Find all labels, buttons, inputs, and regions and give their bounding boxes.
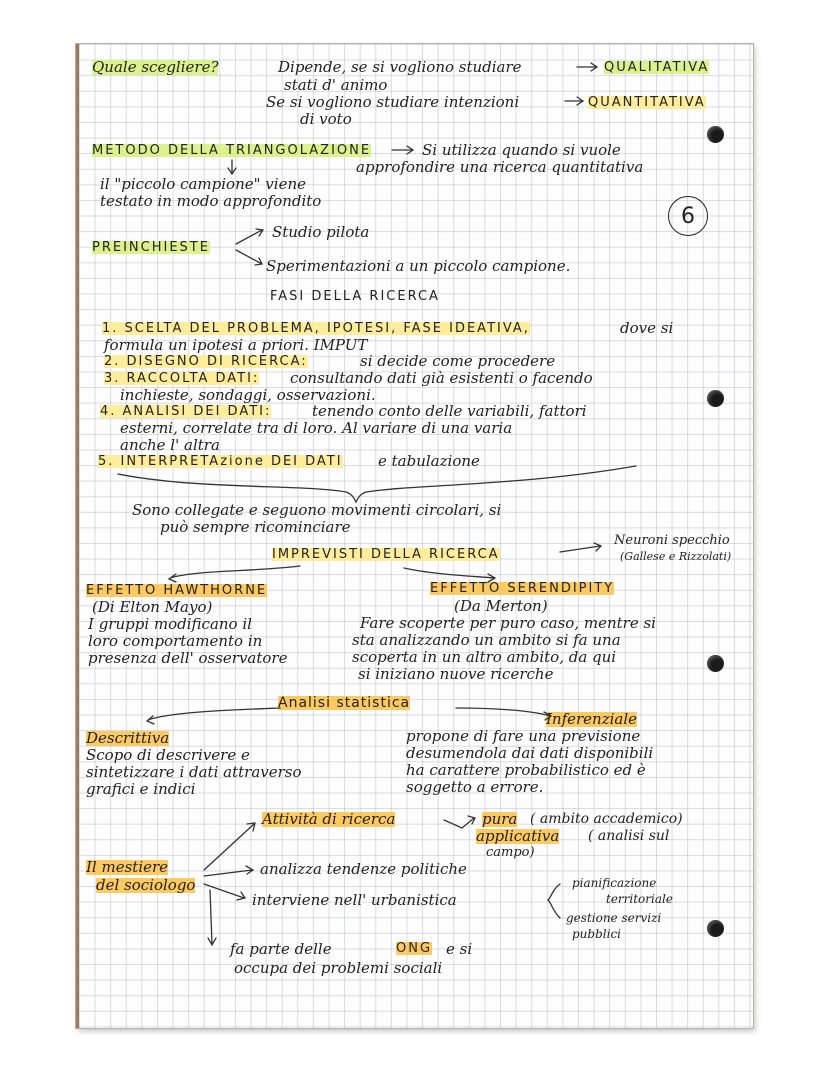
hawthorne-line: I gruppi modificano il — [88, 615, 252, 633]
research-pure-note: ( ambito accademico) — [530, 811, 683, 827]
triangulation-note-1: il "piccolo campione" viene — [100, 175, 306, 193]
research-applied: applicativa — [476, 827, 560, 845]
research-activity-title: Attività di ricerca — [262, 810, 396, 828]
triangulation-label: METODO DELLA TRIANGOLAZIONE — [92, 143, 372, 158]
quantitative-label: QUANTITATIVA — [588, 95, 706, 110]
triangulation-desc-1: Si utilizza quando si vuole — [422, 141, 621, 159]
serendipity-author: (Da Merton) — [454, 597, 548, 615]
descriptive-line: grafici e indici — [86, 780, 196, 798]
preinquiry-branch-1: Studio pilota — [272, 223, 370, 241]
sociologist-item-3-cont: occupa dei problemi sociali — [234, 959, 443, 977]
urban-planning-1: pianificazione — [572, 876, 657, 890]
triangulation-desc-2: approfondire una ricerca quantitativa — [356, 158, 644, 176]
urban-planning-2b: pubblici — [572, 927, 622, 941]
inferential-line: soggetto a errore. — [406, 778, 544, 796]
serendipity-line: sta analizzando un ambito si fa una — [352, 631, 621, 649]
sociologist-item-3-post: e si — [446, 940, 473, 958]
inferential-line: desumendola dai dati disponibili — [406, 744, 654, 762]
ngo-label: ONG — [396, 941, 433, 956]
phase-1-text: dove si — [620, 319, 674, 337]
intro-answer-2: Se si vogliono studiare intenzioni — [266, 93, 520, 111]
sociologist-item-3-pre: fa parte delle — [230, 940, 332, 958]
phase-3-cont: inchieste, sondaggi, osservazioni. — [120, 386, 376, 404]
serendipity-title: EFFETTO SERENDIPITY — [430, 581, 615, 596]
research-applied-note-2: campo) — [486, 845, 535, 860]
unforeseen-title: IMPREVISTI DELLA RICERCA — [272, 547, 500, 562]
urban-planning-2: gestione servizi — [566, 911, 662, 925]
binder-hole — [707, 126, 724, 143]
mirror-neurons-note: Neuroni specchio — [614, 533, 730, 548]
intro-answer-2-cont: di voto — [300, 110, 352, 128]
triangulation-note-2: testato in modo approfondito — [100, 192, 322, 210]
page-number: 6 — [668, 196, 708, 236]
sociologist-item-2: interviene nell' urbanistica — [252, 891, 457, 909]
hawthorne-line: presenza dell' osservatore — [88, 649, 288, 667]
phase-4-cont-2: anche l' altra — [120, 436, 220, 454]
phase-1-cont: formula un ipotesi a priori. IMPUT — [104, 336, 368, 354]
inferential-line: ha carattere probabilistico ed è — [406, 761, 646, 779]
phases-summary-2: può sempre ricominciare — [160, 518, 351, 536]
inferential-title: Inferenziale — [546, 710, 638, 728]
sociologist-label-2: del sociologo — [96, 876, 196, 894]
preinquiry-branch-2: Sperimentazioni a un piccolo campione. — [266, 257, 571, 275]
serendipity-line: si iniziano nuove ricerche — [358, 665, 554, 683]
urban-planning-1b: territoriale — [606, 892, 673, 906]
phase-3-head: 3. RACCOLTA DATI: — [104, 371, 260, 386]
binder-hole — [707, 390, 724, 407]
binder-hole — [707, 655, 724, 672]
phase-3-text: consultando dati già esistenti o facendo — [290, 369, 593, 387]
descriptive-line: Scopo di descrivere e — [86, 746, 250, 764]
descriptive-title: Descrittiva — [86, 729, 170, 747]
preinquiry-label: PREINCHIESTE — [92, 240, 210, 255]
serendipity-line: scoperta in un altro ambito, da qui — [352, 648, 617, 666]
sociologist-item-1: analizza tendenze politiche — [260, 860, 467, 878]
mirror-neurons-authors: (Gallese e Rizzolati) — [620, 550, 732, 563]
binder-hole — [707, 920, 724, 937]
phase-1-head: 1. SCELTA DEL PROBLEMA, IPOTESI, FASE IDEATIVA, — [102, 321, 530, 336]
sociologist-label-1: Il mestiere — [86, 858, 169, 876]
descriptive-line: sintetizzare i dati attraverso — [86, 763, 302, 781]
hawthorne-title: EFFETTO HAWTHORNE — [86, 583, 268, 598]
serendipity-line: Fare scoperte per puro caso, mentre si — [360, 614, 656, 632]
statistics-title: Analisi statistica — [278, 695, 411, 711]
phases-title: FASI DELLA RICERCA — [270, 289, 440, 304]
inferential-line: propone di fare una previsione — [406, 727, 641, 745]
phases-summary-1: Sono collegate e seguono movimenti circolari, si — [132, 501, 502, 519]
hawthorne-line: loro comportamento in — [88, 632, 263, 650]
qualitative-label: QUALITATIVA — [604, 60, 710, 75]
research-pure: pura — [482, 810, 518, 828]
phase-2-text: si decide come procedere — [360, 352, 556, 370]
phase-5-head: 5. INTERPRETAzione DEI DATI — [98, 454, 343, 469]
hawthorne-author: (Di Elton Mayo) — [92, 598, 213, 616]
intro-answer-1: Dipende, se si vogliono studiare — [278, 58, 522, 76]
phase-4-cont: esterni, correlate tra di loro. Al variare di una varia — [120, 419, 513, 437]
phase-2-head: 2. DISEGNO DI RICERCA: — [104, 354, 308, 369]
research-applied-note: ( analisi sul — [588, 828, 670, 844]
phase-5-text: e tabulazione — [378, 452, 480, 470]
phase-4-head: 4. ANALISI DEI DATI: — [100, 404, 272, 419]
intro-question: Quale scegliere? — [92, 58, 219, 76]
phase-4-text: tenendo conto delle variabili, fattori — [312, 402, 587, 420]
intro-answer-1-cont: stati d' animo — [284, 76, 388, 94]
